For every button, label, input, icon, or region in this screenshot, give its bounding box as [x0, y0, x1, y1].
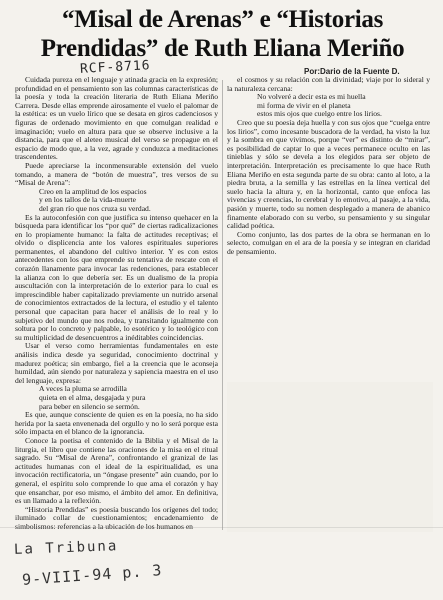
verse-line: Creo en la amplitud de los espacios	[39, 186, 147, 196]
paragraph: Puede apreciarse la inconmensurable extensión del vuelo tomando, a manera de “botón de muestra”, tres versos de su “Misal de Arena”:	[15, 160, 218, 188]
handwritten-source-note: La Tribuna	[13, 538, 119, 558]
verse-line: estos mis ojos que cuelgo entre los lirios.	[257, 109, 382, 119]
column-divider	[222, 80, 223, 530]
paragraph: Conoce la poetisa el contenido de la Biblia y el Misal de la liturgia, el libro que contiene las oraciones de la misa en el ritual sagrado. Su “Misal de Arena”, confrontando el granizal de las actitudes humanas con el ideal de la espiritualidad, es una invocación rectificatoria, un “óngase presente” aún cuando, por lo general, el espíritu solo comprende lo que ama el corazón y hay que ensanchar, por eso mismo, el ámbito del amor. En definitiva, es un llamado a la reflexión.	[15, 435, 218, 506]
handwritten-date-note: 9-VIII-94 p. 3	[21, 561, 163, 589]
verse-line: quieta en el alma, desgajada y pura	[39, 392, 146, 402]
verse-line: A veces la pluma se arrodilla	[39, 384, 127, 394]
verse-line: No volveré a decir esta es mi huella	[257, 92, 366, 102]
archive-stamp: RCF-8716	[79, 58, 151, 77]
paper-crease	[0, 527, 443, 528]
paragraph: Usar el verso como herramientas fundamentales en este análisis indica desde ya seguridad, conocimiento doctrinal y madurez poética; sin embargo, fiel a la creencia que le aconseja humildad, aún siendo por naturaleza y sapiencia maestra en el uso del lenguaje, expresa:	[15, 341, 218, 385]
verse-line: del gran río que nos cruza su verdad.	[39, 203, 151, 213]
paragraph: Como conjunto, las dos partes de la obra se hermanan en lo selecto, comulgan en el ara de la poesía y se integran en claridad de pensamiento.	[227, 229, 430, 256]
paragraph: Es que, aunque consciente de quien es en la poesía, no ha sido herida por la saeta envenenada del orgullo y no lo será porque esta sólo impacta en el blanco de la ignorancia.	[15, 410, 218, 437]
paragraph: Es la autoconfesión con que justifica su intenso quehacer en la búsqueda para identificar los “por qué” de ciertas radicalizaciones en lo propiamente humano: la falta de actitudes receptivas; el olvido o displicencia ante los valores espirituales superiores permanentes, el abandono del cultivo interior. Y es con estos antecedentes con los que emprende su tentativa de rescate con el corazón llanamente para invocar las redenciones, para establecer la alianza con lo que debería ser. Es un dualismo de la propia auscultación con la interpretación de lo exterior para lo cual es imprescindible haber capitalizado previamente un nutrido arsenal de conocimientos extractados de la lectura, el estudio y el talento personal que capacitan para hacer el análisis de lo real y lo subjetivo del mundo que nos rodea, y transitando igualmente con soltura por lo concreto y palpable, lo esotérico y lo teológico con su multiplicidad de desencuentros a inéditables coincidencias.	[15, 212, 218, 342]
article-title: “Misal de Arenas” e “Historias Prendidas” de Ruth Eliana Meriño	[40, 6, 405, 62]
article-column-right	[227, 76, 430, 256]
paragraph: Cuidada pureza en el lenguaje y atinada gracia en la expresión; profundidad en el pensamiento son las columnas características de la poesía y toda la creación literaria de Ruth Eliana Meriño Carrera. Desde ellas emprende airosamente el vuelo el palomar de la estética: es un vuelo lírico que se desata en giros cadenciosos y figuras de ordenado movimiento en que comulgan realidad e imaginación; vuelo en altura para que se observe inclusive a la distancia, para que el aleteo musical del verso se propague en el espacio de modo que, a la vez, agrade y conduzca a meditaciones trascendentes.	[15, 75, 218, 162]
verse-line: mi forma de vivir en el planeta	[257, 100, 351, 110]
paragraph: el cosmos y su relación con la divinidad; viaje por lo sideral y la naturaleza cercana:	[227, 75, 430, 93]
paragraph: “Historia Prendidas” es poesía buscando los orígenes del todo; iluminado collar de cuestionamientos; encadenamiento de simbolismos: referencias a la ubicación de los humanos en	[15, 504, 218, 531]
blank-area	[227, 382, 433, 532]
paragraph: Creo que su poesía deja huella y con sus ojos que “cuelga entre los lirios”, como incesante buscadora de la verdad, ha visto la luz y la sombra en que vivimos, porque “ver” es distinto de “mirar”, es posibilidad de captar lo que a veces permanece oculto en las tinieblas y sólo se devela a los elegidos para ser objeto de interpretación. Interpretación es precisamente lo que hace Ruth Eliana Meriño en esta segunda parte de su obra: canto al loto, a la piedra bruta, a la semilla y las estrellas en la línea vertical del suelo hacia la altura y, en la horizontal, canto que enfoca las vivencias y creencias, lo cerebral y lo emotivo, al pasaje, a la vida, pasión y muerte, todo su nomen desplegado a manera de abanico finamente elaborado con su verbo, su pensamiento y su singular calidad poética.	[227, 117, 430, 231]
verse-line: y en los tallos de la vida-muerte	[39, 195, 137, 205]
article-byline: Por:Dario de la Fuente D.	[304, 67, 400, 76]
article-column-left	[15, 76, 218, 531]
verse-line: para beber en silencio se sermón.	[39, 401, 140, 411]
